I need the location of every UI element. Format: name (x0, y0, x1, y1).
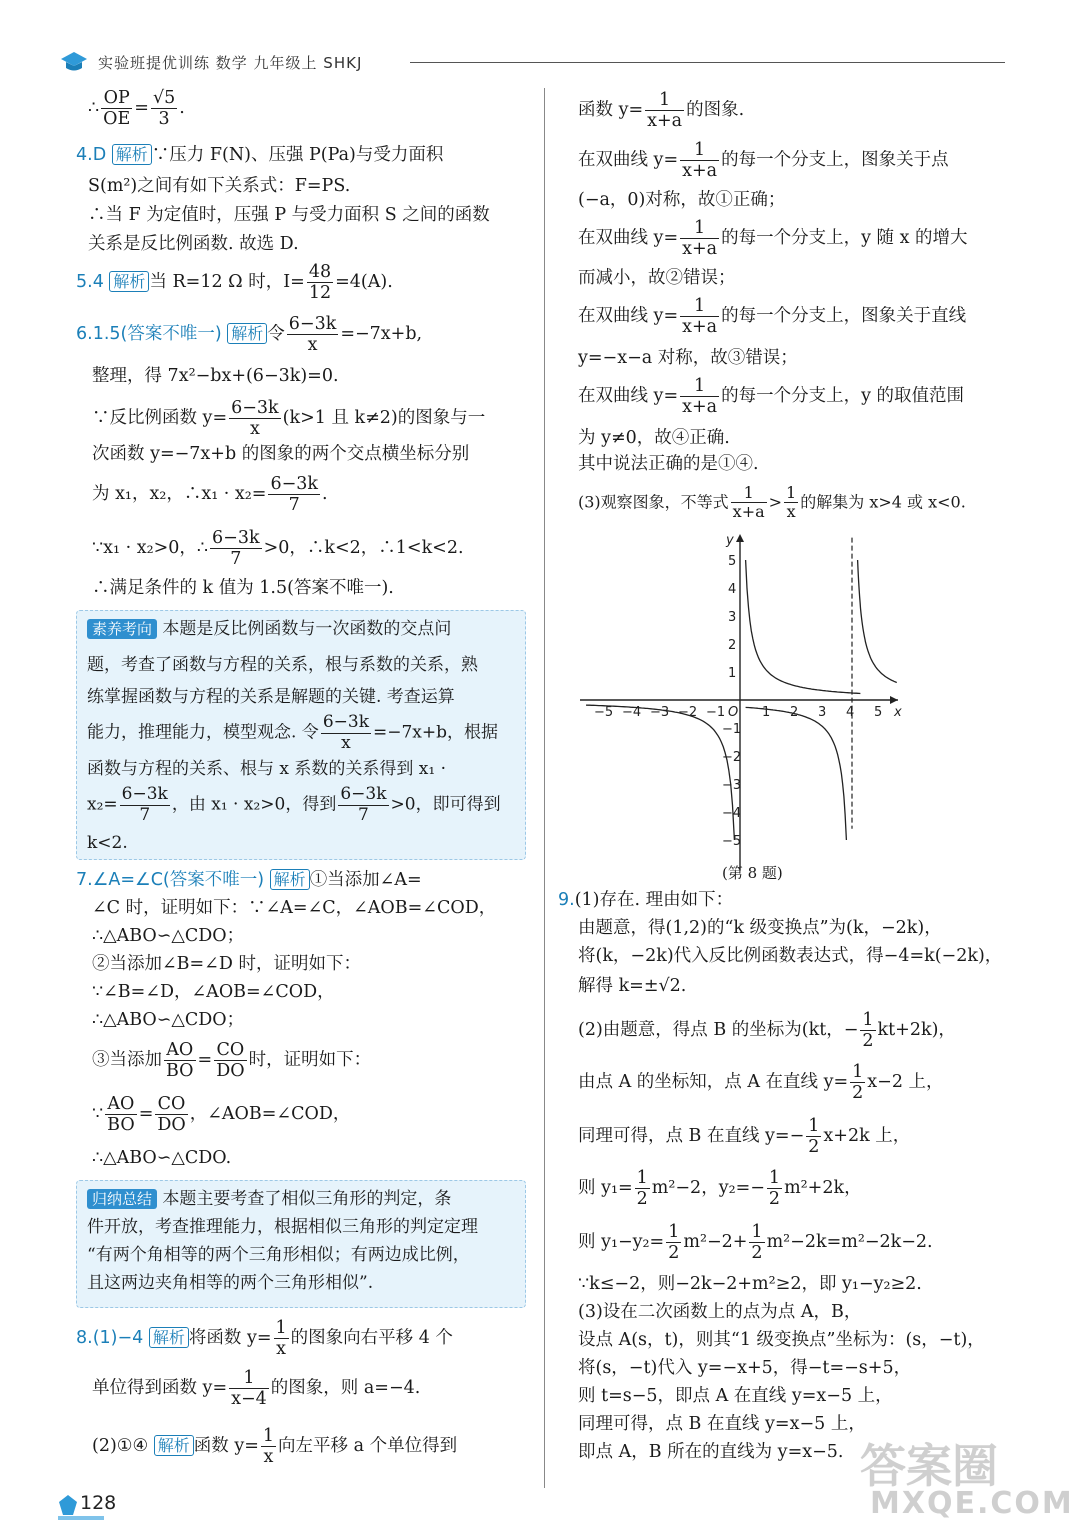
curve-1-over-x-minus-4-right (858, 560, 897, 683)
box2-line-2: 件开放，考查推理能力，根据相似三角形的判定定理 (87, 1217, 478, 1237)
q7-line-4: ②当添加∠B=∠D 时，证明如下： (92, 954, 361, 974)
curve-1-over-x-right (746, 560, 861, 694)
q9-line-14: 则 t=s−5，即点 A 在直线 y=x−5 上， (578, 1386, 893, 1406)
q9-line-6: 由点 A 的坐标知，点 A 在直线 y= $\frac{1}{2}$ x−2 上， (578, 1062, 944, 1104)
x-axis-arrow (890, 696, 898, 704)
page-number: 128 (80, 1492, 117, 1514)
y-tick-label: −2 (722, 750, 742, 765)
hyperbola-figure (576, 530, 906, 890)
q4-line-4: 关系是反比例函数. 故选 D. (88, 234, 299, 254)
box1-line-5: 函数与方程的关系、根与 x 系数的关系得到 x₁ · (87, 759, 447, 779)
q6-line-5: 为 x₁，x₂，∴x₁ · x₂= $\frac{6-3k}{7}$ . (92, 474, 328, 516)
q4-line-2: S(m²)之间有如下关系式：F=PS. (88, 176, 351, 196)
x-tick-label: −4 (622, 705, 642, 720)
q9-line-16: 即点 A，B 所在的直线为 y=x−5. (578, 1442, 844, 1462)
box2-line-4: 且这两边夹角相等的两个三角形相似”. (87, 1273, 374, 1293)
footer-bar (58, 1516, 104, 1520)
r-line-5: 而减小，故②错误； (578, 268, 736, 288)
box-summary (76, 1180, 526, 1308)
q9-line-1: 9.(1)存在. 理由如下： (558, 890, 734, 910)
q7-line-5: ∵∠B=∠D，∠AOB=∠COD， (92, 982, 335, 1002)
x-tick-label: −5 (594, 705, 614, 720)
x-tick-label: 4 (846, 705, 855, 720)
q9-line-13: 将(s，−t)代入 y=−x+5，得−t=−s+5， (578, 1358, 912, 1378)
watermark-logo: 答案圈 MXQE.COM (860, 1439, 1074, 1521)
q9-line-10: ∵k≤−2，则−2k−2+m²≥2，即 y₁−y₂≥2. (578, 1274, 922, 1294)
y-tick-label: 4 (728, 582, 737, 597)
q9-line-7: 同理可得，点 B 在直线 y=− $\frac{1}{2}$ x+2k 上， (578, 1116, 911, 1158)
q8-line-2: 单位得到函数 y= $\frac{1}{x-4}$ 的图象，则 a=−4. (92, 1368, 421, 1410)
page-badge-icon (58, 1494, 78, 1516)
r-line-7: y=−x−a 对称，故③错误； (578, 348, 798, 368)
y-tick-label: 2 (728, 638, 737, 653)
q9-line-3: 将(k，−2k)代入反比例函数表达式，得−4=k(−2k)， (578, 946, 1003, 966)
column-divider (544, 88, 545, 1488)
r-line-3: (−a，0)对称，故①正确； (578, 190, 786, 210)
curve-1-over-x-minus-4-left (746, 707, 847, 840)
q6-line-6: ∵x₁ · x₂>0，∴ $\frac{6-3k}{7}$ >0，∴k<2，∴1<k<2. (92, 528, 464, 570)
q7-line-3: ∴△ABO∽△CDO； (92, 926, 245, 946)
r-line-4: 在双曲线 y= $\frac{1}{x+a}$ 的每一个分支上，y 随 x 的增大 (578, 218, 968, 260)
q7-line-6: ∴△ABO∽△CDO； (92, 1010, 245, 1030)
header-rule (410, 62, 1005, 63)
x-axis-label: x (894, 705, 902, 720)
q7-line-2: ∠C 时，证明如下：∵∠A=∠C，∠AOB=∠COD， (92, 898, 497, 918)
y-axis-label: y (726, 533, 734, 548)
r-line-1: 函数 y= $\frac{1}{x+a}$ 的图象. (578, 90, 745, 132)
box2-line-3: “有两个角相等的两个三角形相似；有两边成比例， (87, 1245, 470, 1265)
y-tick-label: −4 (722, 806, 742, 821)
box1-line-3: 练掌握函数与方程的关系是解题的关键. 考查运算 (87, 687, 455, 707)
q9-line-2: 由题意，得(1,2)的“k 级变换点”为(k，−2k)， (578, 918, 942, 938)
page-header (60, 48, 1005, 78)
y-tick-label: −3 (722, 778, 742, 793)
q9-line-15: 同理可得，点 B 在直线 y=x−5 上， (578, 1414, 866, 1434)
box-literacy (76, 610, 526, 860)
q7-line-9: ∴△ABO∽△CDO. (92, 1148, 232, 1168)
q8-line-3: (2)①④ 解析 函数 y= $\frac{1}{x}$ 向左平移 a 个单位得到 (92, 1426, 458, 1468)
q6-line-1: 6.1.5(答案不唯一) 解析 令 $\frac{6-3k}{x}$ =−7x+b, (76, 314, 423, 356)
box1-line-4: 能力，推理能力，模型观念. 令 $\frac{6-3k}{x}$ =−7x+b，根据 (87, 712, 499, 753)
q6-line-7: ∴满足条件的 k 值为 1.5(答案不唯一). (92, 578, 394, 598)
q9-line-8: 则 y₁= $\frac{1}{2}$ m²−2，y₂=− $\frac{1}{2}$ m²+2k， (578, 1168, 862, 1210)
curve-1-over-x-left (586, 705, 734, 840)
x-tick-label: −1 (706, 705, 726, 720)
header-title: 实验班提优训练 数学 九年级上 SHKJ (98, 54, 363, 72)
x-tick-label: 5 (874, 705, 883, 720)
r-line-2: 在双曲线 y= $\frac{1}{x+a}$ 的每一个分支上，图象关于点 (578, 140, 949, 182)
y-tick-label: 1 (728, 666, 737, 681)
x-tick-label: 1 (762, 705, 771, 720)
box2-line-1: 归纳总结 本题主要考查了相似三角形的判定，条 (87, 1191, 451, 1208)
y-tick-label: −1 (722, 722, 742, 737)
x-tick-label: −3 (650, 705, 670, 720)
q6-line-4: 次函数 y=−7x+b 的图象的两个交点横坐标分别 (92, 444, 470, 464)
q9-line-5: (2)由题意，得点 B 的坐标为(kt，− $\frac{1}{2}$ kt+2k)， (578, 1010, 956, 1052)
figure-caption: (第 8 题) (722, 864, 783, 882)
q9-line-9: 则 y₁−y₂= $\frac{1}{2}$ m²−2+ $\frac{1}{2}$ m²−2k=m²−2k−2. (578, 1222, 933, 1264)
y-tick-label: −5 (722, 834, 742, 849)
x-tick-label: −2 (678, 705, 698, 720)
origin-label: O (728, 705, 739, 720)
box1-line-2: 题，考查了函数与方程的关系，根与系数的关系，熟 (87, 655, 478, 675)
y-tick-label: 5 (728, 554, 737, 569)
q9-line-11: (3)设在二次函数上的点为点 A，B， (578, 1302, 862, 1322)
r-line-9: 为 y≠0，故④正确. (578, 428, 730, 448)
r-line-6: 在双曲线 y= $\frac{1}{x+a}$ 的每一个分支上，图象关于直线 (578, 296, 967, 338)
box1-line-1: 素养考向 本题是反比例函数与一次函数的交点问 (87, 621, 451, 638)
r-line-8: 在双曲线 y= $\frac{1}{x+a}$ 的每一个分支上，y 的取值范围 (578, 376, 965, 418)
y-tick-label: 3 (728, 610, 737, 625)
q7-line-1: 7.∠A=∠C(答案不唯一) 解析 ①当添加∠A= (76, 870, 422, 890)
q6-line-3: ∵反比例函数 y= $\frac{6-3k}{x}$ (k>1 且 k≠2)的图象与一 (92, 398, 486, 440)
q4-line-1: 4.D 解析 ∵压力 F(N)、压强 P(Pa)与受力面积 (76, 145, 444, 165)
q7-line-7: ③当添加 $\frac{AO}{BO}$ = $\frac{CO}{DO}$ 时，证明如下： (92, 1040, 372, 1082)
r-line-10: 其中说法正确的是①④. (578, 454, 759, 474)
q9-line-12: 设点 A(s，t)，则其“1 级变换点”坐标为：(s，−t)， (578, 1330, 985, 1350)
q7-line-8: ∵ $\frac{AO}{BO}$ = $\frac{CO}{DO}$ ，∠AOB=∠COD， (92, 1094, 351, 1136)
r-line-11: (3)观察图象，不等式 $\frac{1}{x+a}$ > $\frac{1}{x}$ 的解集为 x>4 或 x<0. (578, 483, 966, 522)
q8-line-1: 8.(1)−4 解析 将函数 y= $\frac{1}{x}$ 的图象向右平移 4 个 (76, 1318, 453, 1360)
line-op-oe: ∴ $\frac{OP}{OE}$ = $\frac{√5}{3}$ . (88, 88, 185, 130)
x-tick-label: 3 (818, 705, 827, 720)
q4-line-3: ∴当 F 为定值时，压强 P 与受力面积 S 之间的函数 (88, 205, 490, 225)
box1-line-7: k<2. (87, 833, 128, 853)
y-axis-arrow (736, 534, 744, 542)
q9-line-4: 解得 k=±√2. (578, 976, 687, 996)
graduation-cap-icon (60, 50, 88, 74)
q5-line: 5.4 解析 当 R=12 Ω 时，I= $\frac{48}{12}$ =4(A). (76, 262, 393, 304)
x-tick-label: 2 (790, 705, 799, 720)
box1-line-6: x₂= $\frac{6-3k}{7}$ ，由 x₁ · x₂>0，得到 $\frac{6-3k}{7}$ >0，即可得到 (87, 784, 501, 825)
q6-line-2: 整理，得 7x²−bx+(6−3k)=0. (92, 366, 339, 386)
